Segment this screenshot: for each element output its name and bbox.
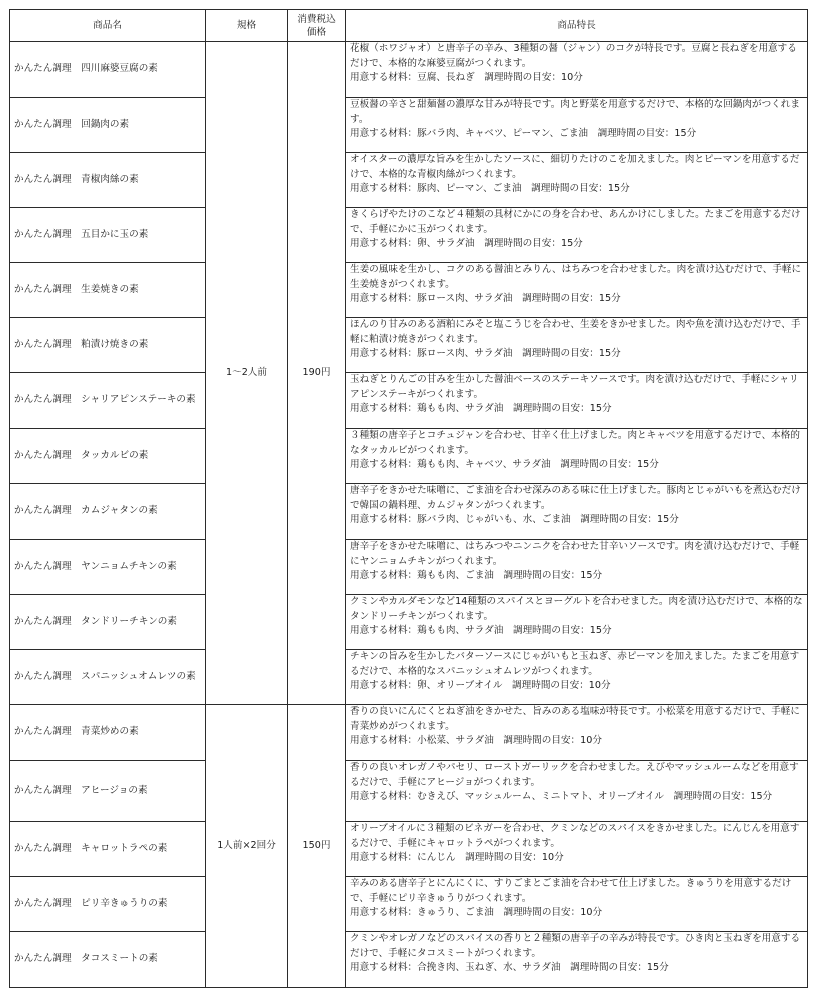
- product-name: かんたん調理 タンドリーチキンの素: [10, 595, 206, 650]
- product-features: [346, 761, 808, 822]
- product-features: [346, 98, 808, 153]
- feature-materials: 用意する材料：鶏もも肉、サラダ油 調理時間の目安：15分: [350, 625, 612, 636]
- product-features: [346, 429, 808, 484]
- feature-description: きくらげやたけのこなど４種類の具材にかにの身を合わせ、あんかけにしました。たまごを用意するだけで、手軽にかに玉がつくれます。: [350, 209, 801, 235]
- table-row: [10, 932, 808, 988]
- feature-description: オリーブオイルに３種類のビネガーを合わせ、クミンなどのスパイスをきかせました。にんじんを用意するだけで、手軽にキャロットラペがつくれます。: [350, 823, 800, 849]
- feature-materials: 用意する材料：卵、オリーブオイル 調理時間の目安：10分: [350, 680, 611, 691]
- feature-description: 豆板醤の辛さと甜麺醤の濃厚な甘みが特長です。肉と野菜を用意するだけで、本格的な回鍋肉がつくれます。: [350, 99, 800, 125]
- feature-materials: 用意する材料：合挽き肉、玉ねぎ、水、サラダ油 調理時間の目安：15分: [350, 962, 669, 973]
- product-name: かんたん調理 アヒージョの素: [10, 761, 206, 822]
- product-features: [346, 822, 808, 877]
- header-price-line2: 価格: [306, 26, 327, 38]
- feature-materials: 用意する材料：鶏もも肉、ごま油 調理時間の目安：15分: [350, 570, 603, 581]
- feature-description: 香りの良いにんにくとねぎ油をきかせた、旨みのある塩味が特長です。小松菜を用意するだけで、手軽に青菜炒めがつくれます。: [350, 706, 800, 732]
- product-features: [346, 877, 808, 932]
- table-row: [10, 595, 808, 650]
- price-cell: 150円: [288, 705, 346, 988]
- product-features: [346, 42, 808, 98]
- table-row: [10, 263, 808, 318]
- product-features: [346, 705, 808, 761]
- feature-description: クミンやオレガノなどのスパイスの香りと２種類の唐辛子の辛みが特長です。ひき肉と玉ねぎを用意するだけで、手軽にタコスミートがつくれます。: [350, 933, 801, 959]
- feature-materials: 用意する材料：きゅうり、ごま油 調理時間の目安：10分: [350, 907, 603, 918]
- product-name: かんたん調理 ヤンニョムチキンの素: [10, 540, 206, 595]
- product-features: [346, 484, 808, 540]
- feature-description: クミンやカルダモンなど14種類のスパイスとヨーグルトを合わせました。肉を漬け込むだけで、本格的なタンドリーチキンがつくれます。: [350, 596, 803, 622]
- product-features: [346, 208, 808, 263]
- product-name: かんたん調理 青椒肉絲の素: [10, 153, 206, 208]
- product-table: [9, 9, 808, 988]
- header-features: 商品特長: [346, 10, 808, 42]
- table-row: [10, 705, 808, 761]
- product-name: かんたん調理 粕漬け焼きの素: [10, 318, 206, 373]
- table-row: [10, 650, 808, 705]
- product-name: かんたん調理 カムジャタンの素: [10, 484, 206, 540]
- product-features: [346, 650, 808, 705]
- feature-description: 玉ねぎとりんごの甘みを生かした醤油ベースのステーキソースです。肉を漬け込むだけで、手軽にシャリアピンステーキがつくれます。: [350, 374, 799, 400]
- product-name: かんたん調理 タコスミートの素: [10, 932, 206, 988]
- feature-description: オイスターの濃厚な旨みを生かしたソースに、細切りたけのこを加えました。肉とピーマンを用意するだけで、本格的な青椒肉絲がつくれます。: [350, 154, 800, 180]
- table-body: [10, 42, 808, 988]
- product-name: かんたん調理 青菜炒めの素: [10, 705, 206, 761]
- header-row: [10, 10, 808, 42]
- feature-description: 唐辛子をきかせた味噌に、はちみつやニンニクを合わせた甘辛いソースです。肉を漬け込むだけで、手軽にヤンニョムチキンがつくれます。: [350, 541, 800, 567]
- feature-materials: 用意する材料：豚ロース肉、サラダ油 調理時間の目安：15分: [350, 293, 621, 304]
- product-features: [346, 373, 808, 429]
- table-row: [10, 42, 808, 98]
- feature-materials: 用意する材料：豚バラ肉、じゃがいも、水、ごま油 調理時間の目安：15分: [350, 514, 679, 525]
- product-features: [346, 263, 808, 318]
- feature-materials: 用意する材料：むきえび、マッシュルーム、ミニトマト、オリーブオイル 調理時間の目安：15分: [350, 791, 773, 802]
- feature-materials: 用意する材料：鶏もも肉、サラダ油 調理時間の目安：15分: [350, 403, 612, 414]
- table-row: [10, 98, 808, 153]
- product-features: [346, 540, 808, 595]
- product-name: かんたん調理 スパニッシュオムレツの素: [10, 650, 206, 705]
- feature-description: 生姜の風味を生かし、コクのある醤油とみりん、はちみつを合わせました。肉を漬け込むだけで、手軽に生姜焼きがつくれます。: [350, 264, 802, 290]
- spec-cell: 1人前×2回分: [206, 705, 288, 988]
- table-row: [10, 153, 808, 208]
- header-product-name: 商品名: [10, 10, 206, 42]
- table-row: [10, 484, 808, 540]
- product-features: [346, 932, 808, 988]
- table-row: [10, 822, 808, 877]
- feature-description: ３種類の唐辛子とコチュジャンを合わせ、甘辛く仕上げました。肉とキャベツを用意するだけで、本格的なタッカルビがつくれます。: [350, 430, 800, 456]
- product-name: かんたん調理 生姜焼きの素: [10, 263, 206, 318]
- product-name: かんたん調理 ピリ辛きゅうりの素: [10, 877, 206, 932]
- table-row: [10, 877, 808, 932]
- table-row: [10, 208, 808, 263]
- table-row: [10, 540, 808, 595]
- feature-materials: 用意する材料：小松菜、サラダ油 調理時間の目安：10分: [350, 735, 602, 746]
- product-name: かんたん調理 回鍋肉の素: [10, 98, 206, 153]
- feature-materials: 用意する材料：豆腐、長ねぎ 調理時間の目安：10分: [350, 72, 583, 83]
- product-name: かんたん調理 五目かに玉の素: [10, 208, 206, 263]
- price-cell: 190円: [288, 42, 346, 705]
- feature-materials: 用意する材料：豚肉、ピーマン、ごま油 調理時間の目安：15分: [350, 183, 630, 194]
- table-row: [10, 373, 808, 429]
- product-name: かんたん調理 四川麻婆豆腐の素: [10, 42, 206, 98]
- feature-materials: 用意する材料：鶏もも肉、キャベツ、サラダ油 調理時間の目安：15分: [350, 459, 659, 470]
- feature-description: 香りの良いオレガノやパセリ、ローストガーリックを合わせました。えびやマッシュルームなどを用意するだけで、手軽にアヒージョがつくれます。: [350, 762, 799, 788]
- header-price: [288, 10, 346, 42]
- feature-description: 花椒（ホワジャオ）と唐辛子の辛み、3種類の醤（ジャン）のコクが特長です。豆腐と長ねぎを用意するだけで、本格的な麻婆豆腐がつくれます。: [350, 43, 797, 69]
- product-name: かんたん調理 タッカルビの素: [10, 429, 206, 484]
- feature-description: ほんのり甘みのある酒粕にみそと塩こうじを合わせ、生姜をきかせました。肉や魚を漬け込むだけで、手軽に粕漬け焼きがつくれます。: [350, 319, 801, 345]
- product-features: [346, 318, 808, 373]
- feature-materials: 用意する材料：豚ロース肉、サラダ油 調理時間の目安：15分: [350, 348, 621, 359]
- product-name: かんたん調理 キャロットラペの素: [10, 822, 206, 877]
- table-row: [10, 429, 808, 484]
- product-features: [346, 595, 808, 650]
- product-features: [346, 153, 808, 208]
- feature-materials: 用意する材料：卵、サラダ油 調理時間の目安：15分: [350, 238, 583, 249]
- header-spec: 規格: [206, 10, 288, 42]
- header-price-line1: 消費税込: [297, 13, 336, 25]
- feature-description: 辛みのある唐辛子とにんにくに、すりごまとごま油を合わせて仕上げました。きゅうりを用意するだけで、手軽にピリ辛きゅうりがつくれます。: [350, 878, 792, 904]
- feature-description: チキンの旨みを生かしたバターソースにじゃがいもと玉ねぎ、赤ピーマンを加えました。たまごを用意するだけで、本格的なスパニッシュオムレツがつくれます。: [350, 651, 800, 677]
- table-row: [10, 761, 808, 822]
- feature-materials: 用意する材料：豚バラ肉、キャベツ、ピーマン、ごま油 調理時間の目安：15分: [350, 128, 697, 139]
- feature-materials: 用意する材料：にんじん 調理時間の目安：10分: [350, 852, 564, 863]
- spec-cell: 1～2人前: [206, 42, 288, 705]
- table-row: [10, 318, 808, 373]
- product-name: かんたん調理 シャリアピンステーキの素: [10, 373, 206, 429]
- feature-description: 唐辛子をきかせた味噌に、ごま油を合わせ深みのある味に仕上げました。豚肉とじゃがいもを煮込むだけで韓国の鍋料理、カムジャタンがつくれます。: [350, 485, 801, 511]
